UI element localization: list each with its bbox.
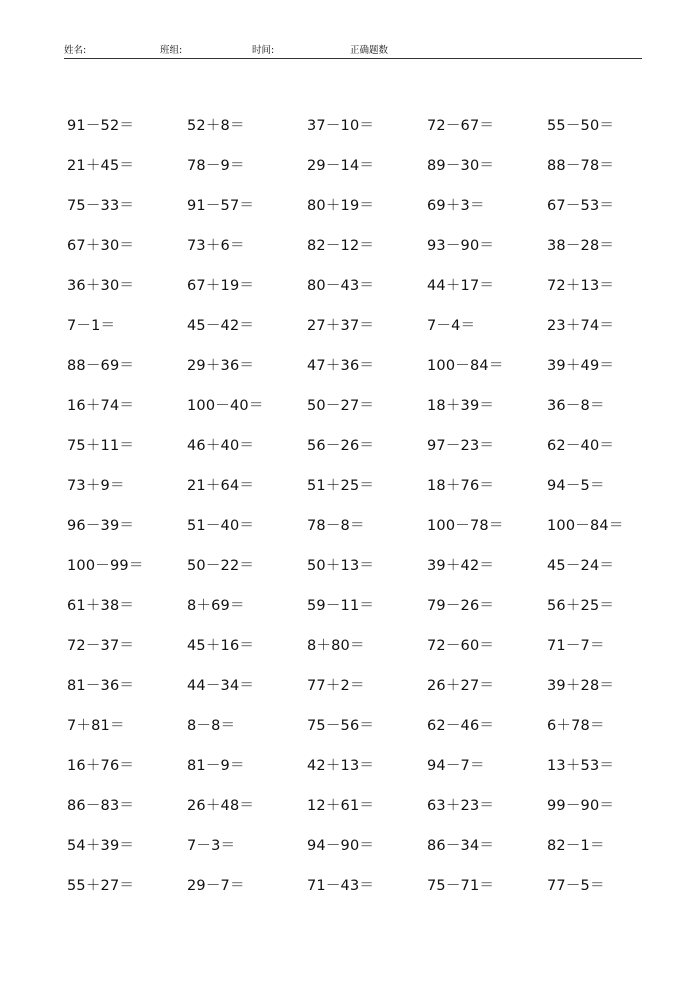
problem-item: 44＋17＝ — [427, 278, 495, 294]
problem-item: 72＋13＝ — [547, 278, 615, 294]
problem-row — [67, 794, 667, 834]
problem-item: 7－1＝ — [67, 318, 116, 334]
problem-item: 100－84＝ — [427, 358, 504, 374]
problem-item: 13＋53＝ — [547, 758, 615, 774]
problem-item: 100－40＝ — [187, 398, 264, 414]
problem-item: 51－40＝ — [187, 518, 255, 534]
problem-row — [67, 394, 667, 434]
problem-grid — [67, 114, 667, 914]
problem-row — [67, 514, 667, 554]
problem-item: 46＋40＝ — [187, 438, 255, 454]
problem-row — [67, 874, 667, 914]
problem-item: 39＋42＝ — [427, 558, 495, 574]
problem-item: 91－57＝ — [187, 198, 255, 214]
problem-item: 86－83＝ — [67, 798, 135, 814]
problem-row — [67, 194, 667, 234]
problem-row — [67, 754, 667, 794]
problem-item: 36＋30＝ — [67, 278, 135, 294]
problem-item: 63＋23＝ — [427, 798, 495, 814]
problem-item: 6＋78＝ — [547, 718, 605, 734]
problem-item: 89－30＝ — [427, 158, 495, 174]
problem-item: 67＋19＝ — [187, 278, 255, 294]
problem-item: 91－52＝ — [67, 118, 135, 134]
problem-row — [67, 554, 667, 594]
problem-item: 69＋3＝ — [427, 198, 485, 214]
problem-item: 73＋9＝ — [67, 478, 125, 494]
problem-item: 56＋25＝ — [547, 598, 615, 614]
problem-item: 72－37＝ — [67, 638, 135, 654]
problem-row — [67, 114, 667, 154]
problem-item: 77＋2＝ — [307, 678, 365, 694]
problem-item: 21＋64＝ — [187, 478, 255, 494]
problem-item: 62－46＝ — [427, 718, 495, 734]
problem-row — [67, 354, 667, 394]
problem-item: 88－69＝ — [67, 358, 135, 374]
problem-item: 100－78＝ — [427, 518, 504, 534]
problem-item: 29＋36＝ — [187, 358, 255, 374]
problem-item: 12＋61＝ — [307, 798, 375, 814]
problem-item: 93－90＝ — [427, 238, 495, 254]
problem-item: 94－90＝ — [307, 838, 375, 854]
worksheet-header — [64, 40, 642, 59]
problem-item: 82－12＝ — [307, 238, 375, 254]
problem-item: 45－42＝ — [187, 318, 255, 334]
problem-item: 8＋80＝ — [307, 638, 365, 654]
problem-item: 7－4＝ — [427, 318, 476, 334]
problem-item: 94－7＝ — [427, 758, 485, 774]
problem-item: 39＋28＝ — [547, 678, 615, 694]
problem-item: 99－90＝ — [547, 798, 615, 814]
problem-item: 16＋76＝ — [67, 758, 135, 774]
problem-item: 38－28＝ — [547, 238, 615, 254]
problem-item: 18＋39＝ — [427, 398, 495, 414]
problem-item: 47＋36＝ — [307, 358, 375, 374]
problem-row — [67, 834, 667, 874]
problem-item: 80＋19＝ — [307, 198, 375, 214]
problem-item: 21＋45＝ — [67, 158, 135, 174]
problem-item: 81－36＝ — [67, 678, 135, 694]
problem-item: 82－1＝ — [547, 838, 605, 854]
problem-row — [67, 594, 667, 634]
problem-item: 75＋11＝ — [67, 438, 135, 454]
name-label: 姓名: — [64, 45, 87, 56]
problem-item: 61＋38＝ — [67, 598, 135, 614]
problem-item: 50－27＝ — [307, 398, 375, 414]
problem-row — [67, 314, 667, 354]
problem-item: 55－50＝ — [547, 118, 615, 134]
problem-item: 75－33＝ — [67, 198, 135, 214]
problem-item: 56－26＝ — [307, 438, 375, 454]
problem-item: 78－8＝ — [307, 518, 365, 534]
problem-item: 27＋37＝ — [307, 318, 375, 334]
problem-item: 44－34＝ — [187, 678, 255, 694]
problem-item: 23＋74＝ — [547, 318, 615, 334]
problem-item: 75－56＝ — [307, 718, 375, 734]
problem-item: 77－5＝ — [547, 878, 605, 894]
problem-item: 94－5＝ — [547, 478, 605, 494]
problem-item: 7－3＝ — [187, 838, 236, 854]
problem-item: 50－22＝ — [187, 558, 255, 574]
problem-item: 71－7＝ — [547, 638, 605, 654]
problem-item: 59－11＝ — [307, 598, 375, 614]
problem-item: 29－14＝ — [307, 158, 375, 174]
problem-item: 72－67＝ — [427, 118, 495, 134]
time-label: 时间: — [252, 45, 275, 56]
problem-item: 45＋16＝ — [187, 638, 255, 654]
problem-item: 26＋48＝ — [187, 798, 255, 814]
problem-item: 78－9＝ — [187, 158, 245, 174]
problem-item: 80－43＝ — [307, 278, 375, 294]
problem-item: 100－84＝ — [547, 518, 624, 534]
problem-item: 62－40＝ — [547, 438, 615, 454]
problem-row — [67, 474, 667, 514]
problem-row — [67, 234, 667, 274]
problem-item: 8＋69＝ — [187, 598, 245, 614]
problem-row — [67, 634, 667, 674]
problem-item: 18＋76＝ — [427, 478, 495, 494]
problem-item: 50＋13＝ — [307, 558, 375, 574]
problem-row — [67, 714, 667, 754]
problem-item: 73＋6＝ — [187, 238, 245, 254]
problem-item: 96－39＝ — [67, 518, 135, 534]
problem-item: 39＋49＝ — [547, 358, 615, 374]
problem-item: 8－8＝ — [187, 718, 236, 734]
problem-row — [67, 154, 667, 194]
problem-item: 81－9＝ — [187, 758, 245, 774]
problem-item: 55＋27＝ — [67, 878, 135, 894]
problem-item: 16＋74＝ — [67, 398, 135, 414]
problem-row — [67, 674, 667, 714]
problem-item: 36－8＝ — [547, 398, 605, 414]
problem-item: 45－24＝ — [547, 558, 615, 574]
problem-item: 71－43＝ — [307, 878, 375, 894]
problem-item: 51＋25＝ — [307, 478, 375, 494]
problem-item: 72－60＝ — [427, 638, 495, 654]
problem-row — [67, 274, 667, 314]
problem-item: 86－34＝ — [427, 838, 495, 854]
problem-item: 54＋39＝ — [67, 838, 135, 854]
correct-count-label: 正确题数 — [350, 45, 389, 56]
problem-item: 29－7＝ — [187, 878, 245, 894]
problem-item: 97－23＝ — [427, 438, 495, 454]
class-label: 班组: — [160, 45, 183, 56]
problem-item: 26＋27＝ — [427, 678, 495, 694]
problem-item: 67＋30＝ — [67, 238, 135, 254]
problem-item: 88－78＝ — [547, 158, 615, 174]
problem-row — [67, 434, 667, 474]
problem-item: 52＋8＝ — [187, 118, 245, 134]
problem-item: 67－53＝ — [547, 198, 615, 214]
problem-item: 37－10＝ — [307, 118, 375, 134]
problem-item: 7＋81＝ — [67, 718, 125, 734]
problem-item: 79－26＝ — [427, 598, 495, 614]
problem-item: 100－99＝ — [67, 558, 144, 574]
problem-item: 42＋13＝ — [307, 758, 375, 774]
problem-item: 75－71＝ — [427, 878, 495, 894]
